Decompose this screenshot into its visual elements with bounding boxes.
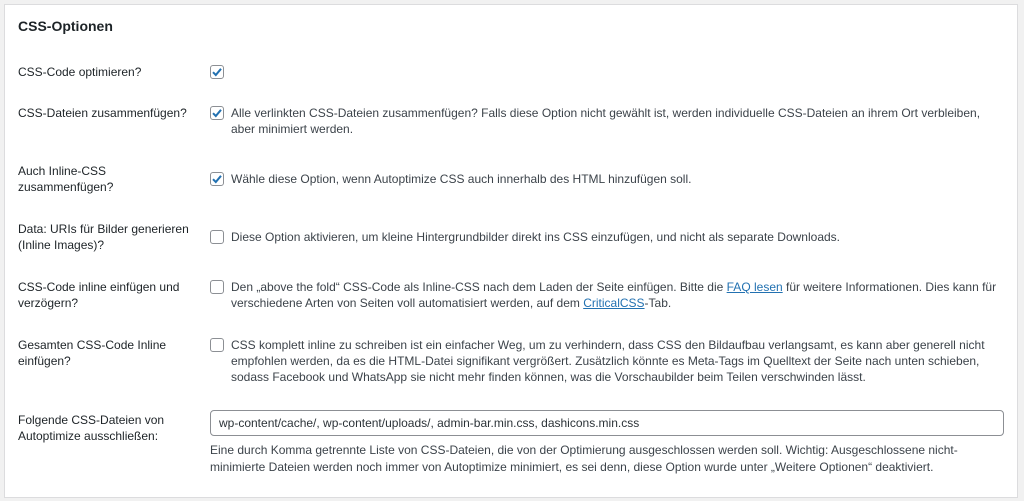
option-label: CSS-Dateien zusammenfügen? (18, 106, 187, 120)
exclude-css-input[interactable] (210, 410, 1004, 436)
option-description: Wähle diese Option, wenn Autoptimize CSS auch innerhalb des HTML hinzufügen soll. (231, 172, 692, 186)
option-description: Alle verlinkten CSS-Dateien zusammenfügen? Falls diese Option nicht gewählt ist, werden individuelle CSS-Dateien an ihrem Ort verbleiben, aber minimiert werden. (231, 106, 981, 136)
description-text: Den „above the fold“ CSS-Code als Inline-CSS nach dem Laden der Seite einfügen. Bitte die (231, 280, 727, 294)
checkmark-icon (211, 107, 223, 119)
description-text: für weitere Informationen. Dies kann für verschiedene Arten von Seiten voll automatisiert werden, auf dem (231, 280, 997, 310)
option-label: CSS-Code inline einfügen und verzögern? (18, 280, 180, 310)
inline-all-css-checkbox[interactable] (210, 338, 224, 352)
option-description: CSS komplett inline zu schreiben ist ein einfacher Weg, um zu verhindern, dass CSS den Bildaufbau verlangsamt, es kann aber generell nicht empfohlen werden, da es die HTML-Datei signifikant vergrößert. Zusätzlich könnte es Meta-Tags im Quelltext der Seite nach unten schieben, sodass Facebook und WhatsApp sie nicht mehr finden können, was die Vorschaubilder beim Teilen verschwinden lässt. (231, 338, 985, 384)
faq-link[interactable]: FAQ lesen (726, 280, 783, 294)
section-title: CSS-Optionen (18, 18, 113, 34)
exclude-help-text: Eine durch Komma getrennte Liste von CSS-Dateien, die von der Optimierung ausgeschlossen werden soll. Wichtig: Ausgeschlossene nicht-minimierte Dateien werden noch immer von Autoptimize minimiert, es sei denn, diese Option wurde unter „Weitere Optionen“ deaktiviert. (210, 443, 958, 474)
checkmark-icon (211, 173, 223, 185)
option-label: Data: URIs für Bilder generieren (Inline Images)? (18, 222, 189, 252)
option-label: Gesamten CSS-Code Inline einfügen? (18, 338, 167, 368)
option-label: CSS-Code optimieren? (18, 65, 142, 79)
description-text: -Tab. (644, 296, 672, 310)
optimize-css-checkbox[interactable] (210, 65, 224, 79)
option-description: Diese Option aktivieren, um kleine Hintergrundbilder direkt ins CSS einzufügen, und nicht als separate Downloads. (231, 230, 840, 244)
aggregate-css-checkbox[interactable] (210, 106, 224, 120)
option-description (231, 279, 1001, 311)
aggregate-inline-css-checkbox[interactable] (210, 172, 224, 186)
defer-css-checkbox[interactable] (210, 280, 224, 294)
css-options-panel (4, 4, 1018, 498)
data-uris-checkbox[interactable] (210, 230, 224, 244)
option-label: Folgende CSS-Dateien von Autoptimize ausschließen: (18, 413, 165, 443)
critical-css-link[interactable]: CriticalCSS (583, 296, 645, 310)
checkmark-icon (211, 66, 223, 78)
option-label: Auch Inline-CSS zusammenfügen? (18, 164, 114, 194)
